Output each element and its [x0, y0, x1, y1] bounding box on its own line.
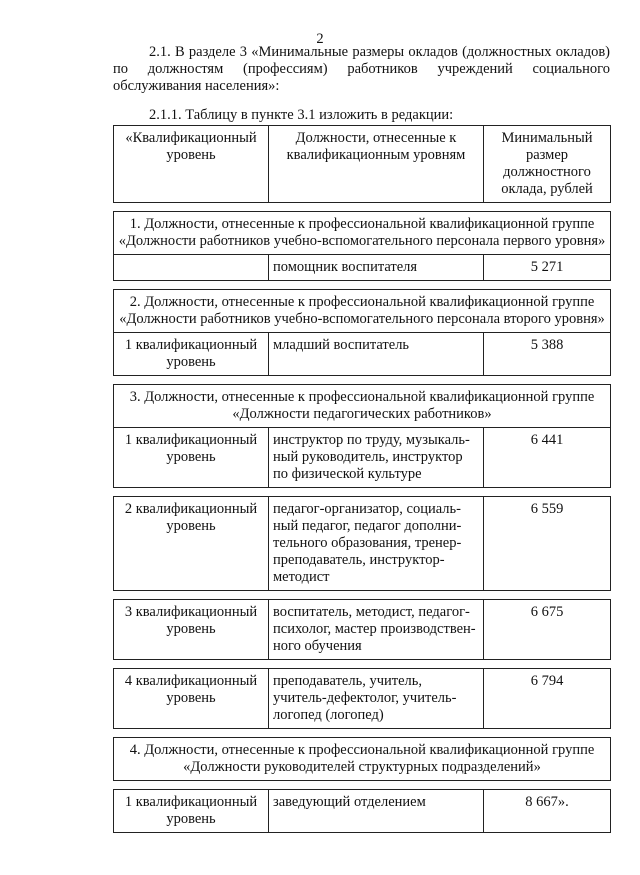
cell-level: 1 квалификационный уровень [114, 790, 269, 833]
cell-positions: воспитатель, методист, педагог-психолог, мастер производствен-ного обучения [269, 600, 484, 660]
group-row [114, 290, 611, 333]
header-salary: Минимальный размер должностного оклада, рублей [484, 126, 611, 203]
table-row [114, 428, 611, 488]
cell-positions: помощник воспитателя [269, 255, 484, 281]
cell-level: 1 квалификационный уровень [114, 428, 269, 488]
cell-salary: 5 271 [484, 255, 611, 281]
cell-level [114, 255, 269, 281]
header-level: «Квалификационный уровень [114, 126, 269, 203]
cell-positions: педагог-организатор, социаль-ный педагог, педагог дополни-тельного образования, тренер-преподаватель, инструктор-методист [269, 497, 484, 591]
group-row [114, 738, 611, 781]
salary-table [113, 125, 611, 833]
sub-item: 2.1.1. Таблицу в пункте 3.1 изложить в редакции: [149, 107, 454, 123]
cell-positions: преподаватель, учитель, учитель-дефектолог, учитель-логопед (логопед) [269, 669, 484, 729]
header-positions: Должности, отнесенные к квалификационным уровням [269, 126, 484, 203]
table-header-row [114, 126, 611, 203]
cell-positions: младший воспитатель [269, 333, 484, 376]
cell-salary: 8 667». [484, 790, 611, 833]
group-row [114, 212, 611, 255]
cell-level: 2 квалификационный уровень [114, 497, 269, 591]
table-row [114, 333, 611, 376]
cell-salary: 6 794 [484, 669, 611, 729]
group-title: 2. Должности, отнесенные к профессиональной квалификационной группе «Должности работников учебно-вспомогательного персонала второго уровня» [114, 290, 611, 333]
group-title: 3. Должности, отнесенные к профессиональной квалификационной группе «Должности педагогических работников» [114, 385, 611, 428]
cell-positions: заведующий отделением [269, 790, 484, 833]
cell-positions: инструктор по труду, музыкаль-ный руководитель, инструктор по физической культуре [269, 428, 484, 488]
table-row [114, 600, 611, 660]
table-row [114, 790, 611, 833]
cell-salary: 6 675 [484, 600, 611, 660]
intro-paragraph [113, 44, 610, 95]
cell-level: 3 квалификационный уровень [114, 600, 269, 660]
group-title: 1. Должности, отнесенные к профессиональной квалификационной группе «Должности работников учебно-вспомогательного персонала первого уровня» [114, 212, 611, 255]
cell-level: 4 квалификационный уровень [114, 669, 269, 729]
table-row [114, 255, 611, 281]
page-number: 2 [316, 31, 324, 47]
cell-salary: 5 388 [484, 333, 611, 376]
table-row [114, 669, 611, 729]
cell-salary: 6 559 [484, 497, 611, 591]
group-title: 4. Должности, отнесенные к профессиональной квалификационной группе «Должности руководителей структурных подразделений» [114, 738, 611, 781]
table-row [114, 497, 611, 591]
cell-level: 1 квалификационный уровень [114, 333, 269, 376]
group-row [114, 385, 611, 428]
cell-salary: 6 441 [484, 428, 611, 488]
intro-text: 2.1. В разделе 3 «Минимальные размеры окладов (должностных окладов) по должностям (профессиям) работников учреждений социального обслуживания населения»: [113, 44, 610, 94]
